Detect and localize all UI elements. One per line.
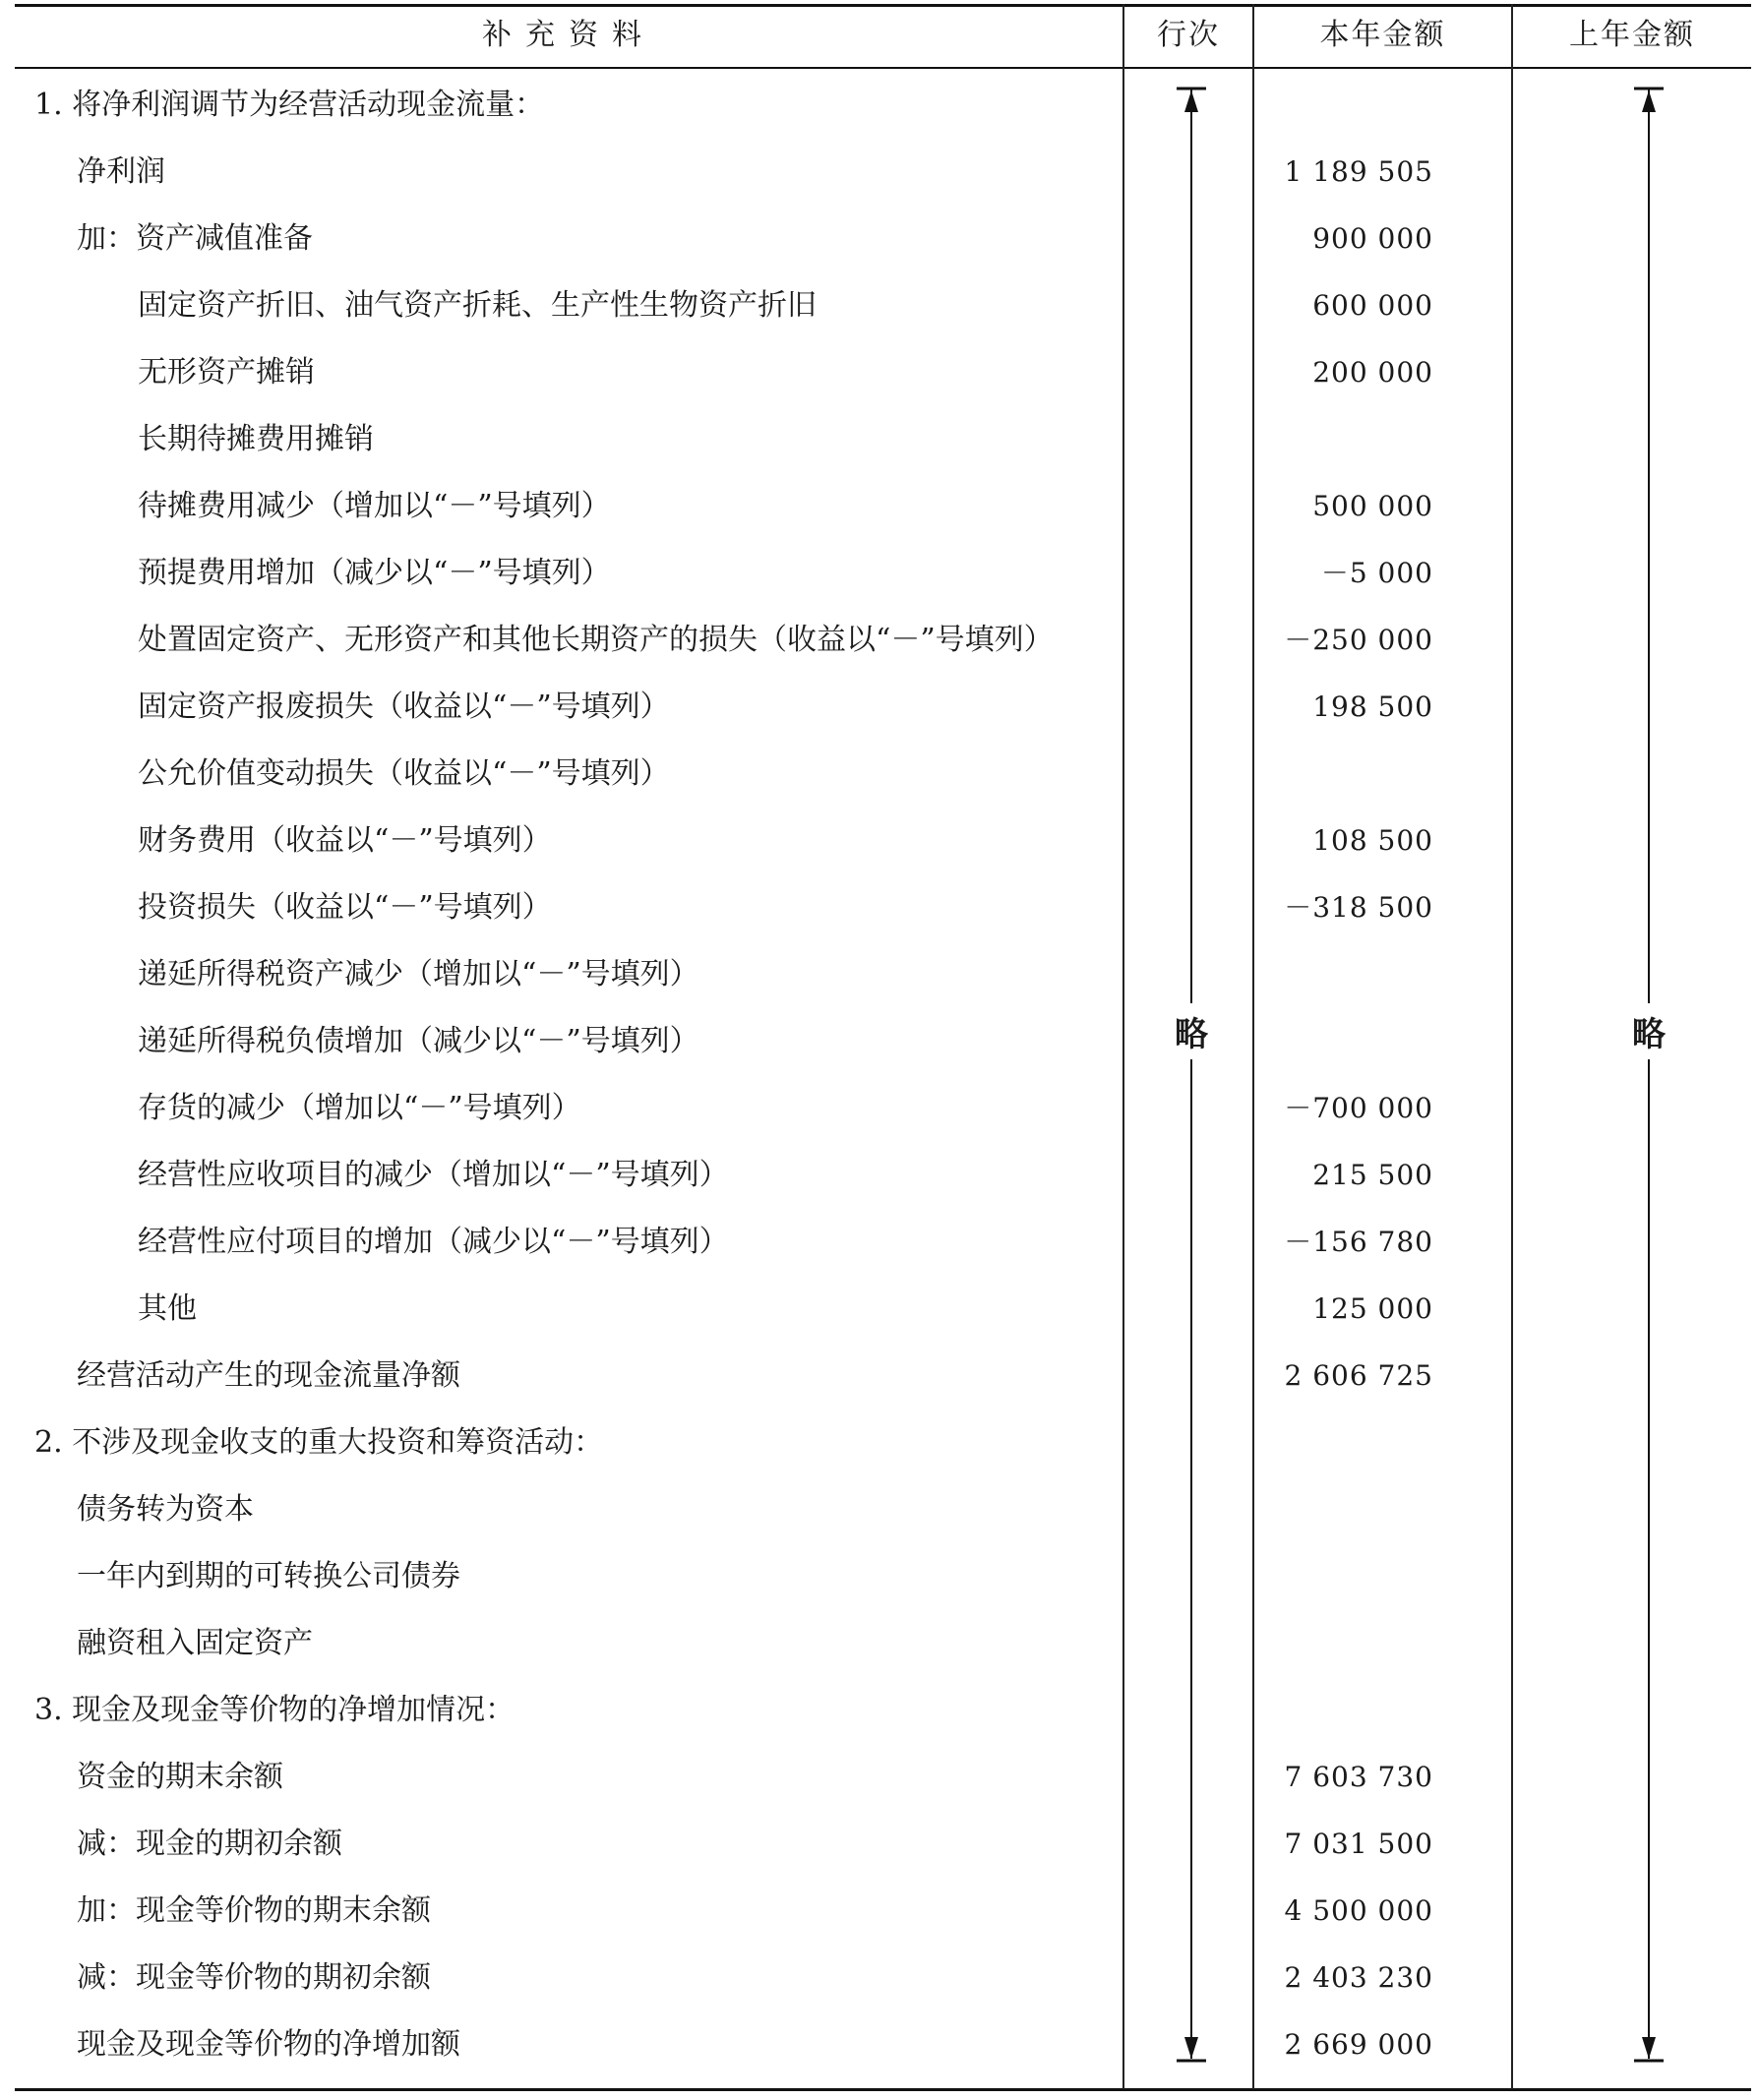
table-row: [15, 539, 1751, 607]
row-amount: 600 000: [1312, 289, 1433, 322]
row-label: 减：现金等价物的期初余额: [77, 1960, 431, 1995]
table-row: [15, 1074, 1751, 1142]
table-row: [15, 1743, 1751, 1811]
prior-year-omitted-arrow: [1629, 87, 1668, 2064]
row-label: 经营活动产生的现金流量净额: [77, 1358, 460, 1393]
row-amount: 7 603 730: [1284, 1761, 1433, 1793]
table-row: [15, 807, 1751, 874]
row-label: 资金的期末余额: [77, 1760, 283, 1794]
header-rule: [15, 67, 1751, 69]
row-amount: 900 000: [1312, 222, 1433, 255]
table-row: [15, 472, 1751, 540]
row-label: 预提费用增加（减少以“－”号填列）: [138, 556, 611, 590]
row-amount: 7 031 500: [1284, 1828, 1433, 1860]
row-label: 债务转为资本: [77, 1492, 254, 1527]
row-label: 长期待摊费用摊销: [138, 422, 374, 456]
row-label: 1. 将净利润调节为经营活动现金流量：: [34, 88, 545, 122]
row-label: 固定资产折旧、油气资产折耗、生产性生物资产折旧: [138, 288, 817, 323]
header-line-no: 行次: [1157, 18, 1220, 52]
table-row: [15, 1409, 1751, 1476]
row-label: 存货的减少（增加以“－”号填列）: [138, 1091, 581, 1125]
row-amount: 1 189 505: [1284, 155, 1433, 188]
row-amount: －700 000: [1284, 1092, 1433, 1124]
row-label: 固定资产报废损失（收益以“－”号填列）: [138, 690, 670, 724]
table-row: [15, 1676, 1751, 1744]
prior-year-omitted-label: 略: [1632, 1003, 1666, 1059]
row-amount: 198 500: [1312, 690, 1433, 723]
row-amount: 4 500 000: [1284, 1894, 1433, 1927]
row-label: 经营性应收项目的减少（增加以“－”号填列）: [138, 1158, 729, 1192]
table-row: [15, 673, 1751, 741]
row-label: 净利润: [77, 154, 165, 189]
table-row: [15, 1342, 1751, 1410]
row-amount: 2 606 725: [1284, 1359, 1433, 1392]
table-row: [15, 740, 1751, 808]
row-label: 递延所得税负债增加（减少以“－”号填列）: [138, 1024, 699, 1058]
table-row: [15, 1275, 1751, 1343]
row-amount: 500 000: [1312, 490, 1433, 522]
table-row: [15, 1007, 1751, 1075]
table-row: [15, 271, 1751, 339]
row-label: 其他: [138, 1291, 197, 1326]
header-supplement: 补充资料: [482, 18, 655, 52]
table-row: [15, 1141, 1751, 1209]
table-row: [15, 71, 1751, 139]
row-label: 递延所得税资产减少（增加以“－”号填列）: [138, 957, 699, 991]
row-amount: 125 000: [1312, 1292, 1433, 1325]
cash-flow-supplement-table: [15, 4, 1751, 2094]
table-row: [15, 873, 1751, 941]
row-amount: 2 403 230: [1284, 1961, 1433, 1994]
table-row: [15, 2010, 1751, 2078]
row-amount: 2 669 000: [1284, 2028, 1433, 2061]
table-row: [15, 1609, 1751, 1677]
row-label: 2. 不涉及现金收支的重大投资和筹资活动：: [34, 1425, 604, 1460]
table-row: [15, 405, 1751, 473]
row-label: 融资租入固定资产: [77, 1626, 313, 1660]
table-row: [15, 1475, 1751, 1543]
table-row: [15, 1542, 1751, 1610]
row-label: 一年内到期的可转换公司债券: [77, 1559, 460, 1593]
header-prior-year: 上年金额: [1569, 18, 1695, 52]
row-amount: 108 500: [1312, 824, 1433, 857]
table-row: [15, 138, 1751, 206]
row-label: 3. 现金及现金等价物的净增加情况：: [34, 1693, 516, 1727]
table-row: [15, 1208, 1751, 1276]
row-label: 经营性应付项目的增加（减少以“－”号填列）: [138, 1225, 729, 1259]
table-row: [15, 606, 1751, 674]
line-no-omitted-label: 略: [1175, 1003, 1208, 1059]
row-label: 减：现金的期初余额: [77, 1827, 342, 1861]
row-label: 加：资产减值准备: [77, 221, 313, 256]
table-row: [15, 338, 1751, 406]
table-row: [15, 940, 1751, 1008]
row-label: 待摊费用减少（增加以“－”号填列）: [138, 489, 611, 523]
row-amount: 215 500: [1312, 1159, 1433, 1191]
row-amount: －250 000: [1284, 624, 1433, 656]
header-current-year: 本年金额: [1319, 18, 1446, 52]
row-label: 财务费用（收益以“－”号填列）: [138, 823, 552, 858]
row-label: 处置固定资产、无形资产和其他长期资产的损失（收益以“－”号填列）: [138, 623, 1054, 657]
table-row: [15, 1944, 1751, 2011]
row-label: 投资损失（收益以“－”号填列）: [138, 890, 552, 925]
row-amount: 200 000: [1312, 356, 1433, 389]
row-amount: －5 000: [1320, 557, 1433, 589]
row-label: 公允价值变动损失（收益以“－”号填列）: [138, 756, 670, 791]
row-amount: －318 500: [1284, 891, 1433, 924]
bottom-rule: [15, 2088, 1751, 2091]
table-row: [15, 1877, 1751, 1945]
row-label: 现金及现金等价物的净增加额: [77, 2027, 460, 2062]
row-label: 无形资产摊销: [138, 355, 315, 390]
row-amount: －156 780: [1284, 1226, 1433, 1258]
table-row: [15, 1810, 1751, 1878]
row-label: 加：现金等价物的期末余额: [77, 1893, 431, 1928]
line-no-omitted-arrow: [1172, 87, 1211, 2064]
table-row: [15, 205, 1751, 272]
